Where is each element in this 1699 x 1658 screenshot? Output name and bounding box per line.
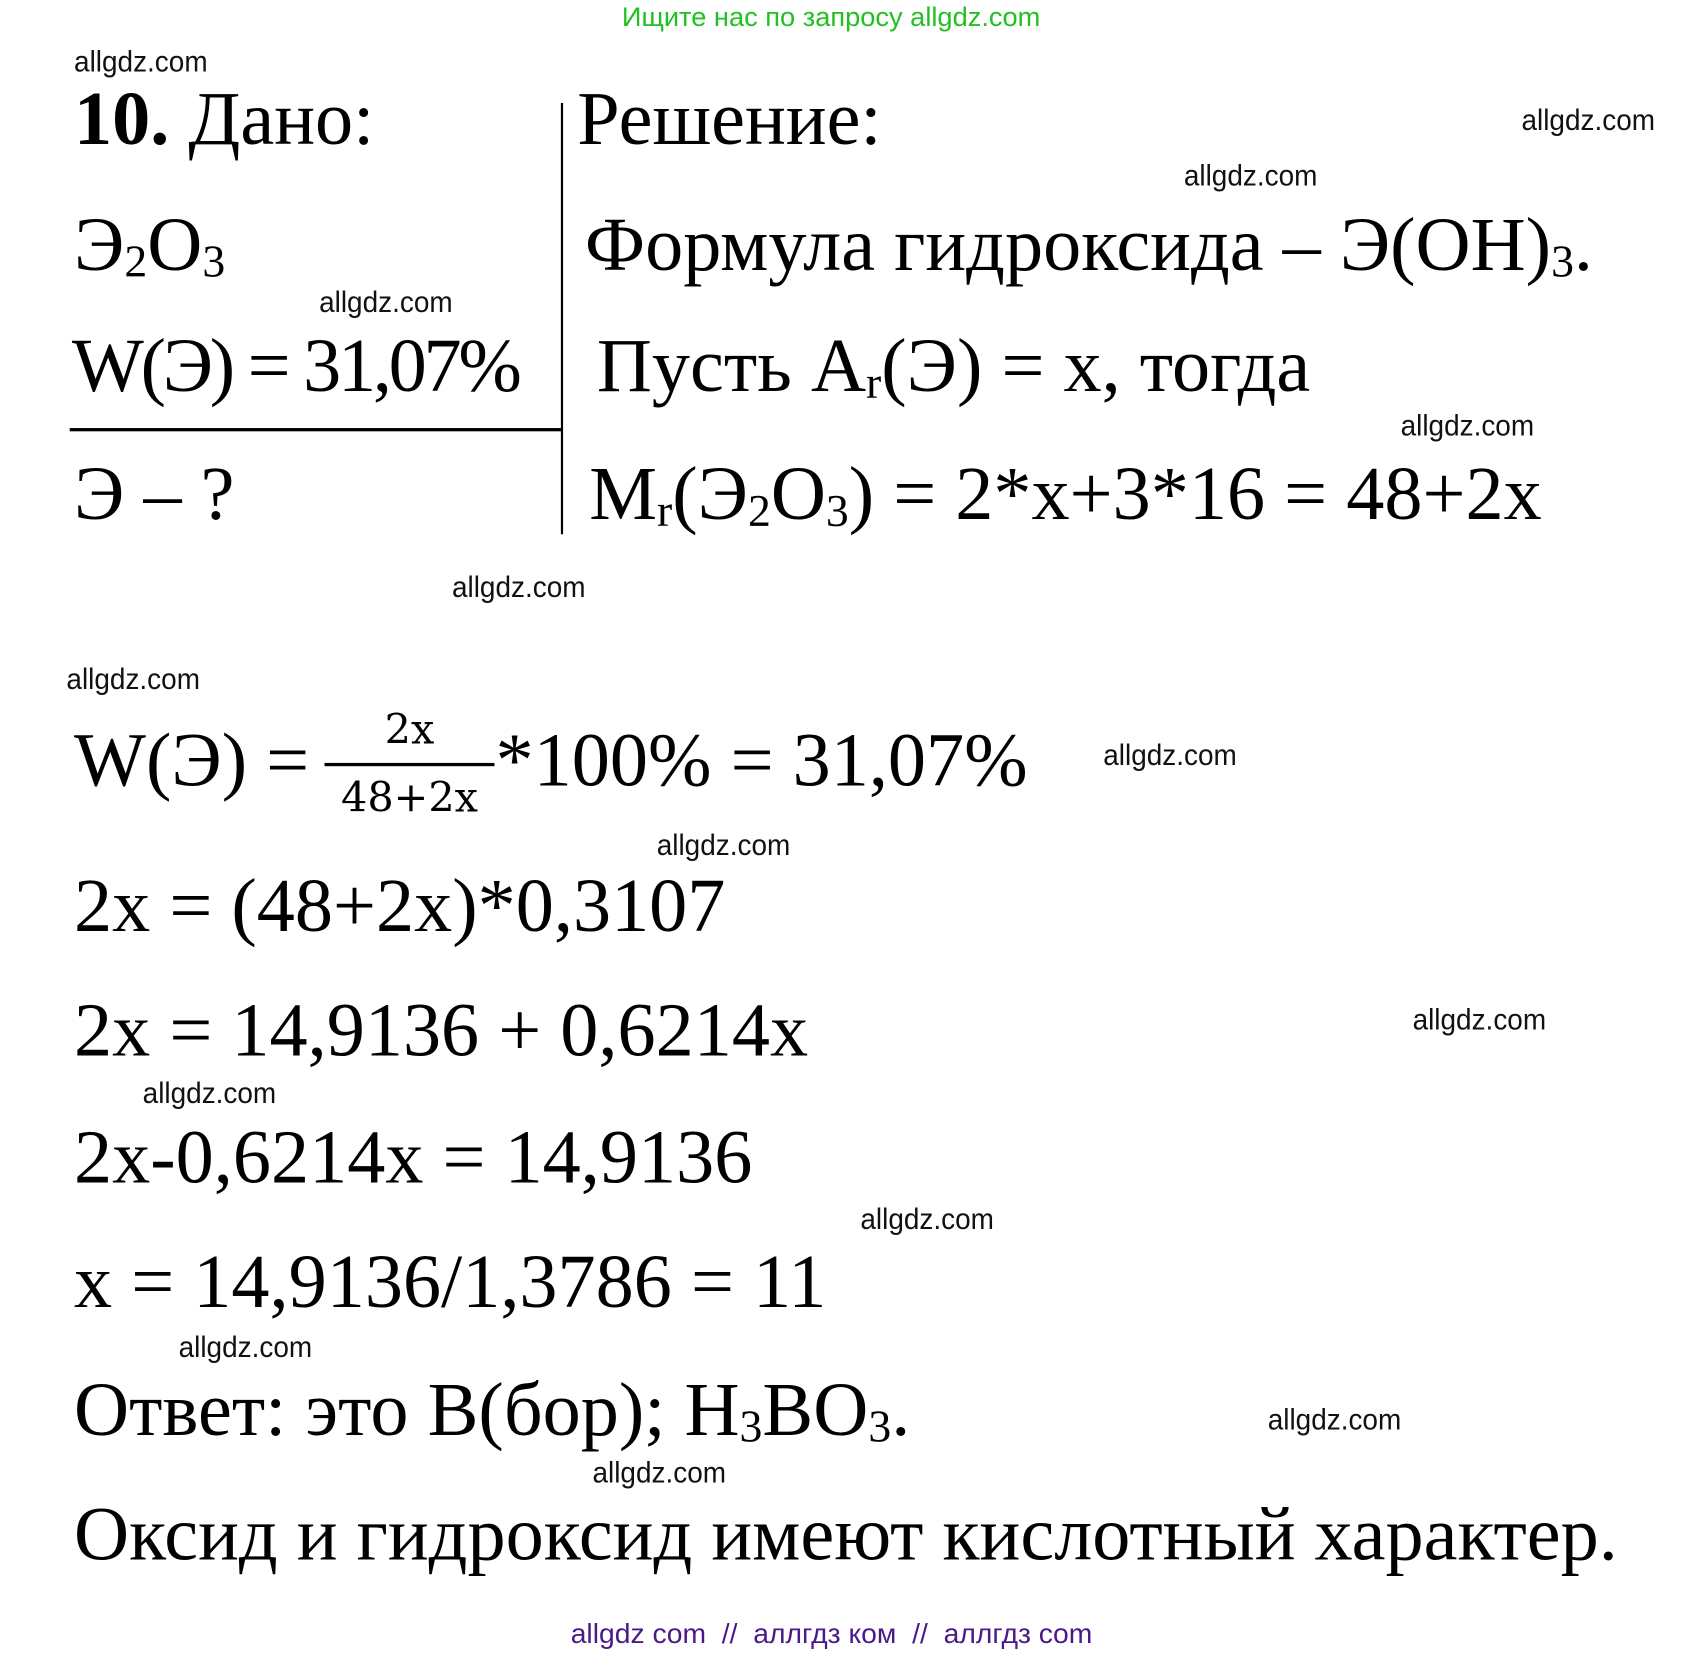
let-line: Пусть $A_r(Э) = x$, тогда bbox=[596, 325, 1311, 409]
fraction-bar bbox=[325, 763, 495, 766]
solution-heading: Решение: bbox=[577, 78, 882, 162]
answer-line: Ответ: это B(бор); $H_3BO_3$. bbox=[74, 1368, 911, 1453]
watermark: allgdz.com bbox=[1412, 1003, 1547, 1037]
equation-line: x = 14,9136/1,3786 = 11 bbox=[74, 1240, 827, 1325]
molar-mass-line: $M_r(Э_2O_3) = 2*x+3*16 = 48+2x$ bbox=[589, 452, 1542, 537]
fraction-denominator: 48+2x bbox=[340, 773, 479, 822]
watermark: allgdz.com bbox=[860, 1202, 994, 1236]
watermark: allgdz.com bbox=[142, 1077, 277, 1110]
watermark: allgdz.com bbox=[74, 45, 208, 79]
watermark: allgdz.com bbox=[592, 1456, 727, 1490]
watermark: allgdz.com bbox=[1521, 104, 1656, 137]
hydroxide-formula-line: Формула гидроксида – $Э(OH)_3$. bbox=[584, 203, 1593, 288]
watermark: allgdz.com bbox=[66, 663, 200, 696]
watermark: allgdz.com bbox=[656, 829, 791, 862]
watermark: allgdz.com bbox=[178, 1330, 313, 1364]
given-question: Э – ? bbox=[74, 452, 235, 537]
fraction-numerator: 2x bbox=[384, 705, 435, 754]
conclusion-line: Оксид и гидроксид имеют кислотный характер. bbox=[74, 1493, 1618, 1577]
watermark: allgdz.com bbox=[1400, 409, 1535, 443]
search-banner: Ищите нас по запросу allgdz.com bbox=[621, 2, 1041, 33]
given-heading: 10. Дано: bbox=[74, 78, 375, 162]
equation-line: 2x = (48+2x)*0,3107 bbox=[74, 864, 726, 949]
watermark: allgdz.com bbox=[451, 571, 586, 604]
watermark: allgdz.com bbox=[1103, 739, 1237, 772]
equation-line: 2x-0,6214x = 14,9136 bbox=[74, 1116, 753, 1200]
watermark: allgdz.com bbox=[319, 286, 453, 319]
given-question-divider bbox=[70, 428, 562, 431]
given-mass-fraction: W(Э) = 31,07% bbox=[71, 325, 519, 409]
watermark: allgdz.com bbox=[1267, 1403, 1402, 1436]
watermark: allgdz.com bbox=[1183, 159, 1318, 192]
given-solution-divider bbox=[561, 103, 563, 534]
given-formula: $Э_2O_3$ bbox=[74, 203, 226, 288]
mass-fraction-right: *100% = 31,07% bbox=[495, 719, 1028, 804]
mass-fraction-left: W(Э) = bbox=[74, 719, 310, 804]
equation-line: 2x = 14,9136 + 0,6214x bbox=[74, 989, 809, 1073]
footer-link[interactable]: allgdz com // аллгдз ком // аллгдз com bbox=[570, 1616, 1093, 1650]
fraction bbox=[325, 704, 495, 822]
